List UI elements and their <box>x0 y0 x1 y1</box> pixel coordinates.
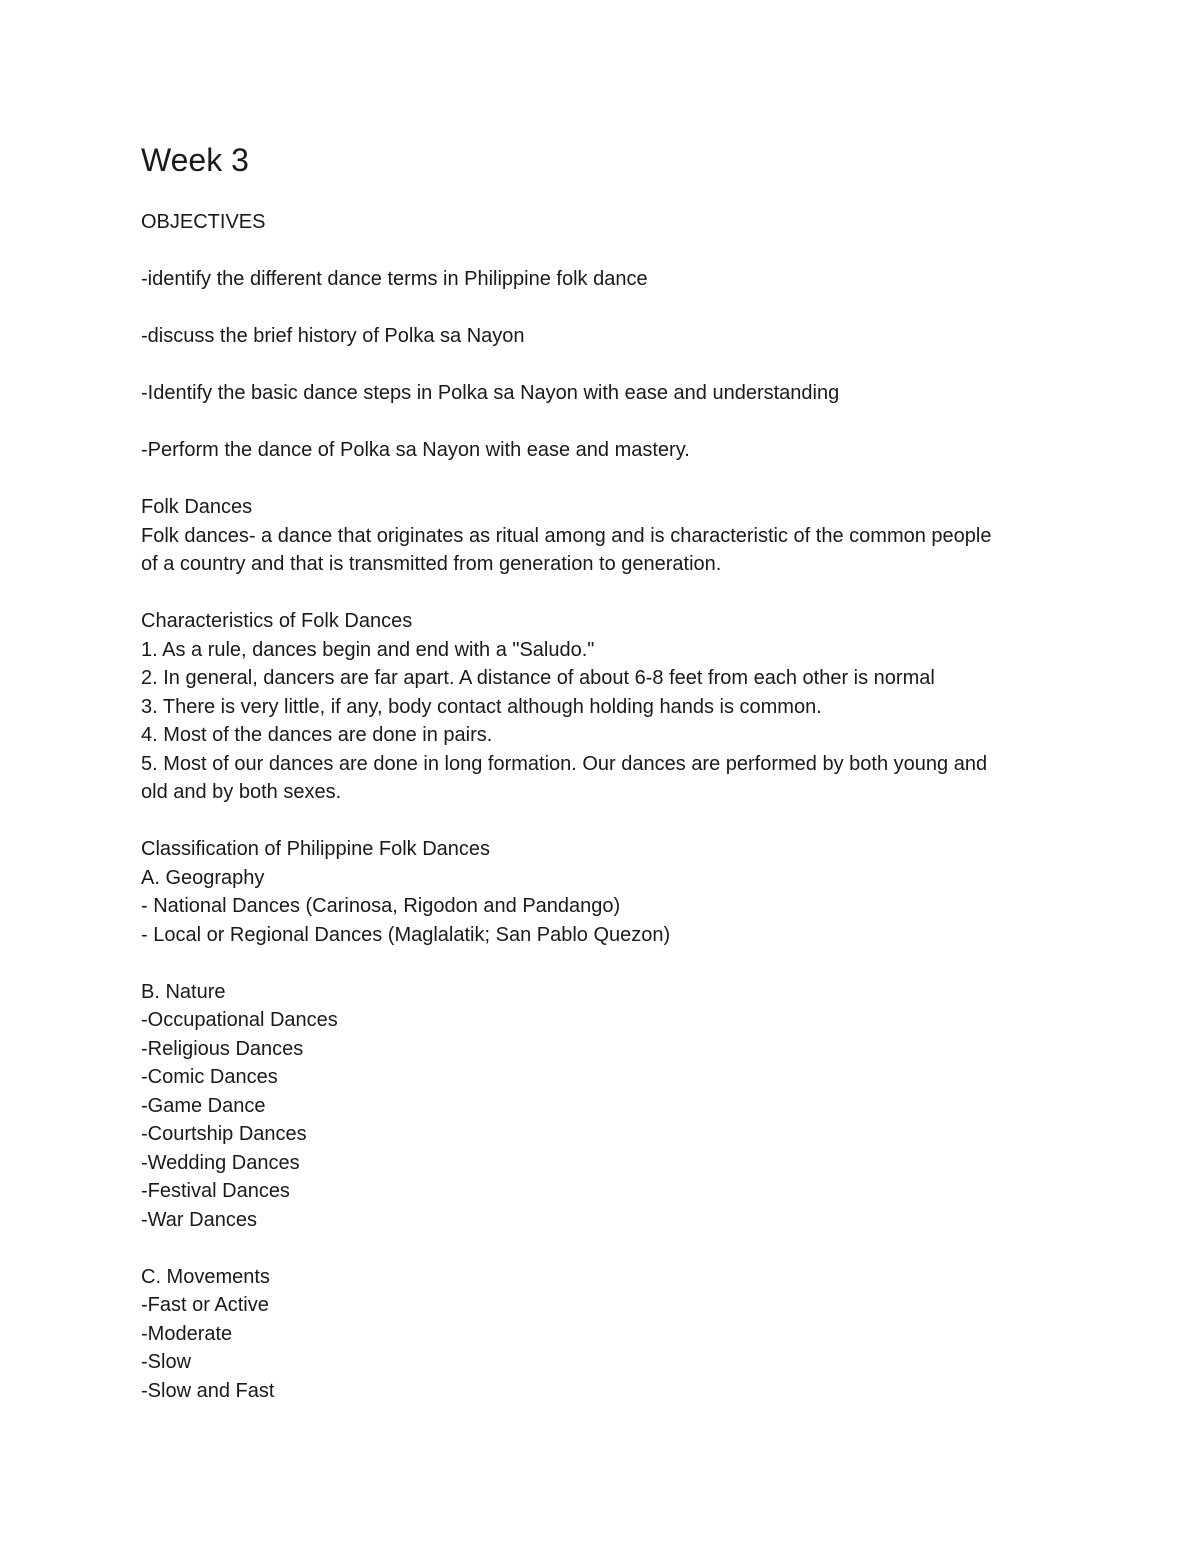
nature-item: -Occupational Dances <box>141 1009 338 1031</box>
classification-heading: Classification of Philippine Folk Dances <box>141 838 491 860</box>
folk-dances-heading: Folk Dances <box>141 496 253 518</box>
nature-label: B. Nature <box>141 980 226 1003</box>
characteristics-heading: Characteristics of Folk Dances <box>141 610 413 632</box>
document-page <box>141 138 1071 1405</box>
characteristic-item: old and by both sexes. <box>141 781 342 803</box>
movements-item: -Slow and Fast <box>141 1379 275 1402</box>
characteristic-item: 5. Most of our dances are done in long formation. Our dances are performed by both young and <box>141 752 988 775</box>
nature-item: -Comic Dances <box>141 1066 278 1088</box>
geography-item: - Local or Regional Dances (Maglalatik; San Pablo Quezon) <box>141 923 671 946</box>
movements-item: -Fast or Active <box>141 1294 269 1316</box>
nature-item: -War Dances <box>141 1208 257 1231</box>
nature-item: -Wedding Dances <box>141 1151 300 1174</box>
nature-item: -Courtship Dances <box>141 1123 307 1145</box>
characteristic-item: 4. Most of the dances are done in pairs. <box>141 724 493 746</box>
objective-item: -Perform the dance of Polka sa Nayon with ease and mastery. <box>141 439 690 461</box>
geography-label: A. Geography <box>141 866 265 889</box>
movements-item: -Moderate <box>141 1322 233 1345</box>
objective-item: -identify the different dance terms in Philippine folk dance <box>141 268 648 290</box>
movements-item: -Slow <box>141 1351 192 1373</box>
characteristic-item: 2. In general, dancers are far apart. A distance of about 6-8 feet from each other is normal <box>141 667 935 689</box>
characteristic-item: 1. As a rule, dances begin and end with a "Saludo." <box>141 638 595 661</box>
folk-dances-definition: of a country and that is transmitted from generation to generation. <box>141 553 722 575</box>
movements-label: C. Movements <box>141 1265 270 1288</box>
nature-item: -Game Dance <box>141 1094 266 1117</box>
geography-item: - National Dances (Carinosa, Rigodon and Pandango) <box>141 895 621 917</box>
folk-dances-definition: Folk dances- a dance that originates as ritual among and is characteristic of the common people <box>141 524 992 547</box>
nature-item: -Festival Dances <box>141 1180 290 1202</box>
objectives-heading: OBJECTIVES <box>141 211 266 233</box>
nature-item: -Religious Dances <box>141 1037 304 1060</box>
objective-item: -discuss the brief history of Polka sa Nayon <box>141 325 525 347</box>
characteristic-item: 3. There is very little, if any, body contact although holding hands is common. <box>141 695 822 718</box>
page-title: Week 3 <box>141 142 249 178</box>
objective-item: -Identify the basic dance steps in Polka sa Nayon with ease and understanding <box>141 382 840 404</box>
